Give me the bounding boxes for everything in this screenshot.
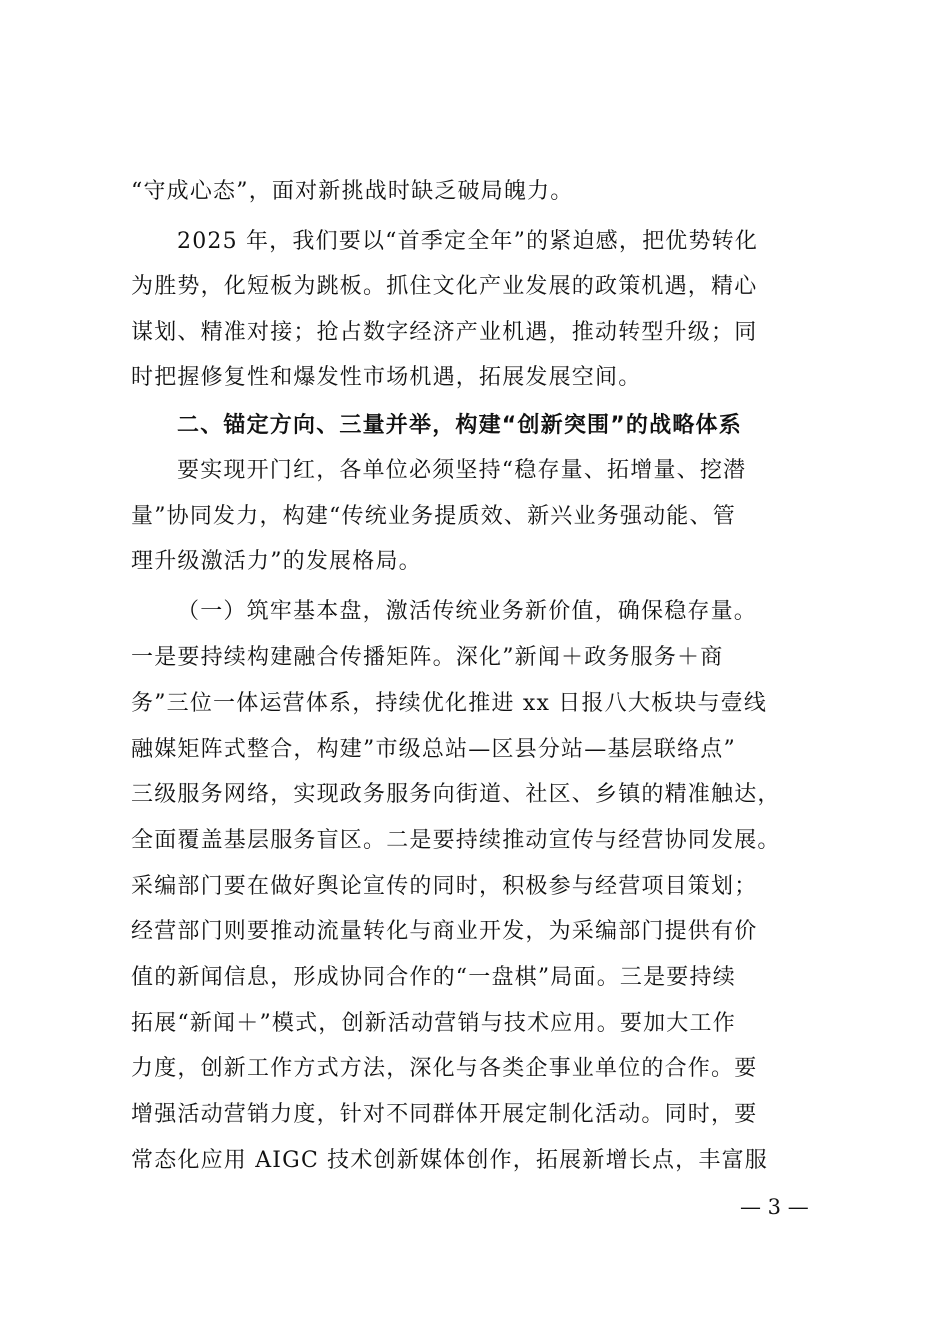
body-line-9: 理升级激活力”的发展格局。	[131, 549, 422, 574]
body-line-1: “守成心态”，面对新挑战时缺乏破局魄力。	[131, 179, 574, 204]
section-heading: 二、锚定方向、三量并举，构建“创新突围”的战略体系	[177, 413, 742, 438]
body-line-3: 为胜势，化短板为跳板。抓住文化产业发展的政策机遇，精心	[131, 274, 758, 299]
body-line-11: 一是要持续构建融合传播矩阵。深化”新闻＋政务服务＋商	[131, 645, 724, 670]
body-line-4: 谋划、精准对接；抢占数字经济产业机遇，推动转型升级；同	[131, 320, 758, 345]
body-line-8: 量”协同发力，构建“传统业务提质效、新兴业务强动能、管	[131, 504, 736, 529]
body-line-5: 时把握修复性和爆发性市场机遇，拓展发展空间。	[131, 365, 642, 390]
body-line-22: 常态化应用 AIGC 技术创新媒体创作，拓展新增长点，丰富服	[131, 1148, 768, 1173]
body-line-15: 全面覆盖基层服务盲区。二是要持续推动宣传与经营协同发展。	[131, 828, 781, 853]
body-line-18: 值的新闻信息，形成协同合作的“一盘棋”局面。三是要持续	[131, 965, 736, 990]
body-line-12: 务”三位一体运营体系，持续优化推进 xx 日报八大板块与壹线	[131, 691, 768, 716]
body-line-2: 2025 年，我们要以“首季定全年”的紧迫感，把优势转化	[177, 229, 759, 254]
page-number: — 3 —	[740, 1195, 809, 1219]
body-line-19: 拓展“新闻＋”模式，创新活动营销与技术应用。要加大工作	[131, 1011, 736, 1036]
body-line-17: 经营部门则要推动流量转化与商业开发，为采编部门提供有价	[131, 919, 758, 944]
body-line-13: 融媒矩阵式整合，构建”市级总站—区县分站—基层联络点”	[131, 737, 736, 762]
body-line-16: 采编部门要在做好舆论宣传的同时，积极参与经营项目策划；	[131, 874, 758, 899]
body-line-21: 增强活动营销力度，针对不同群体开展定制化活动。同时，要	[131, 1102, 758, 1127]
body-line-14: 三级服务网络，实现政务服务向街道、社区、乡镇的精准触达，	[131, 782, 781, 807]
body-line-7: 要实现开门红，各单位必须坚持“稳存量、拓增量、挖潜	[177, 458, 747, 483]
body-line-20: 力度，创新工作方式方法，深化与各类企事业单位的合作。要	[131, 1056, 758, 1081]
subsection-heading: （一）筑牢基本盘，激活传统业务新价值，确保稳存量。	[177, 599, 758, 624]
